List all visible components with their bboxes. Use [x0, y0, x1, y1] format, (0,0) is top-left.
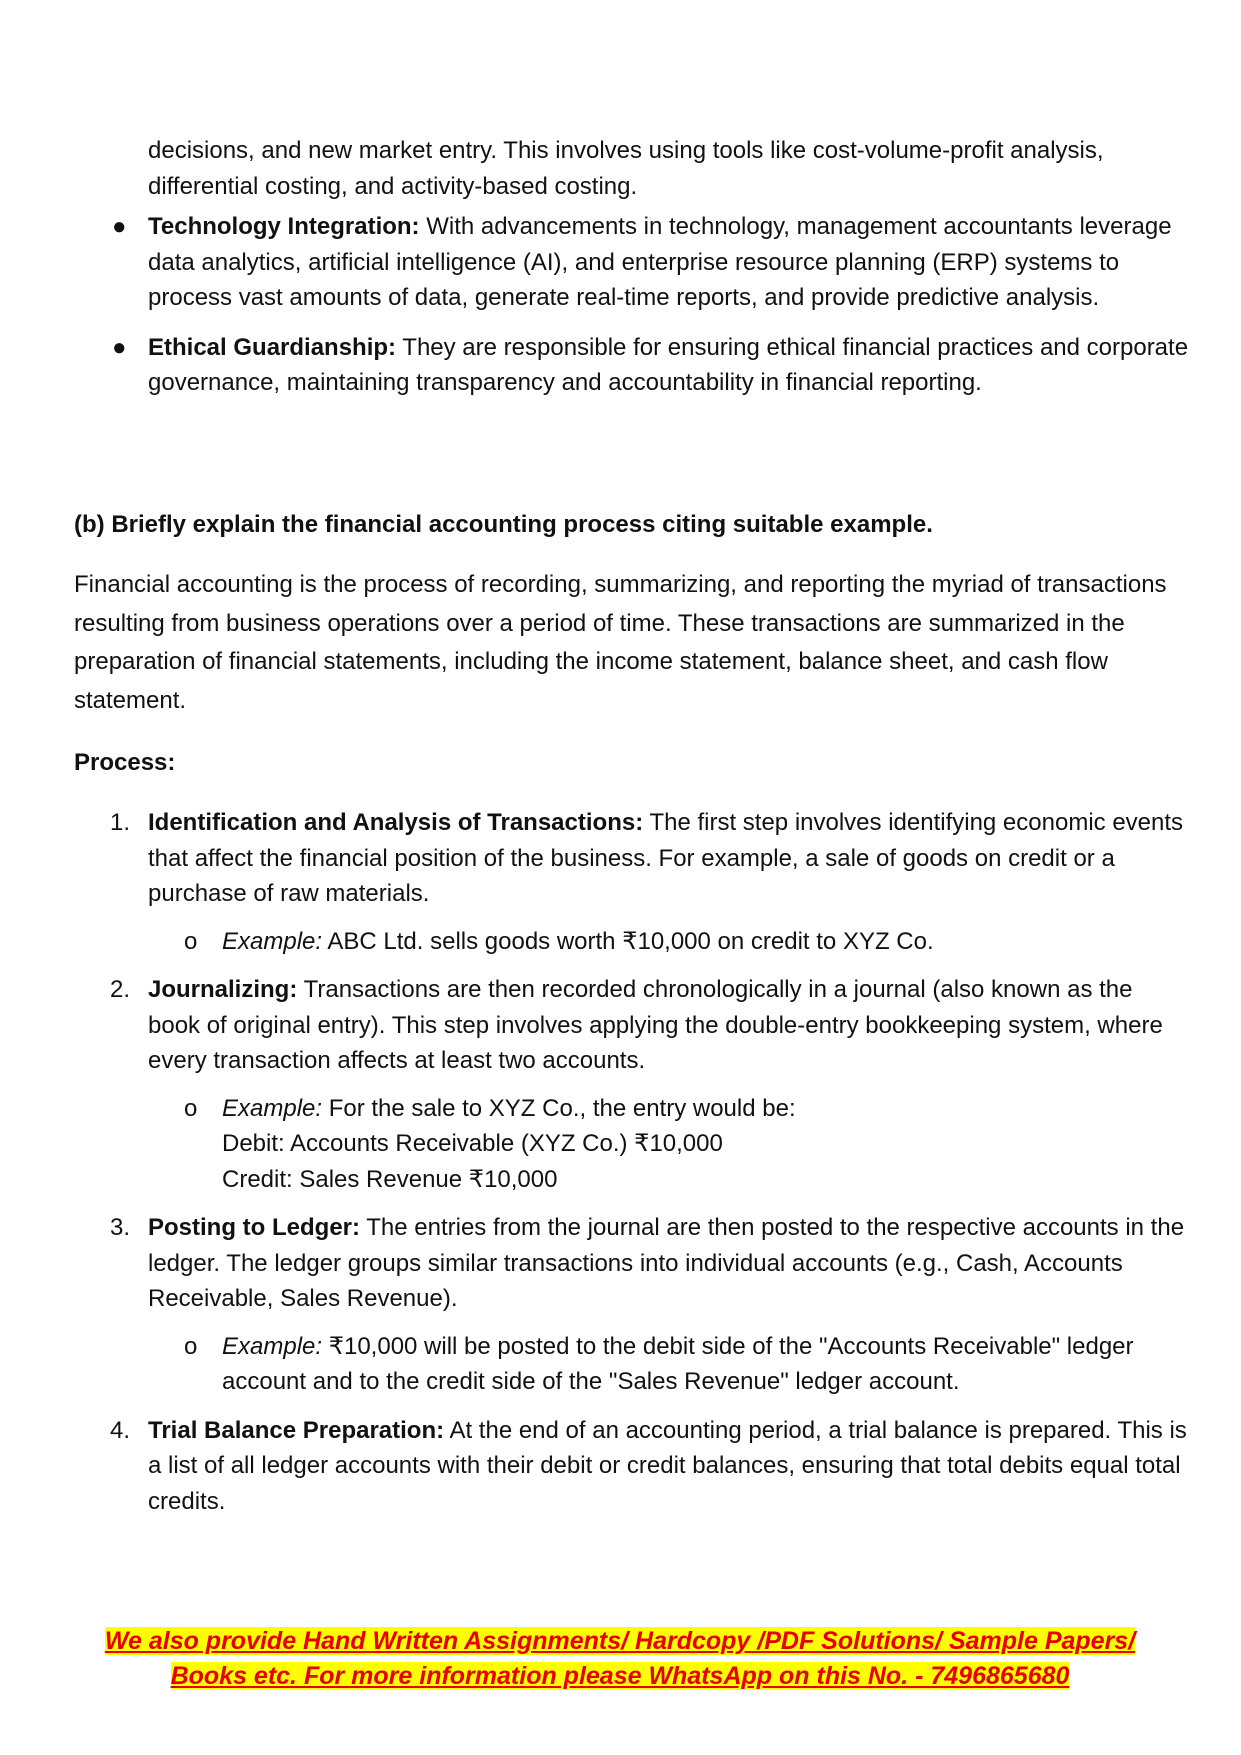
promo-footer — [60, 1624, 1180, 1694]
example-line: Debit: Accounts Receivable (XYZ Co.) ₹10,000 — [222, 1130, 723, 1157]
example-line: ₹10,000 will be posted to the debit side of the "Accounts Receivable" ledger account and to the credit side of the "Sales Revenue" ledger account. — [222, 1332, 1134, 1395]
circle-bullet-icon: o — [184, 1094, 198, 1122]
promo-line-2: Books etc. For more information please WhatsApp on this No. - 7496865680 — [170, 1662, 1070, 1690]
example-label: Example: — [222, 927, 323, 955]
step-example — [110, 1091, 1190, 1198]
step-text: The entries from the journal are then posted to the respective accounts in the ledger. The ledger groups similar transactions into individual accounts (e.g., Cash, Accounts Receivable, Sales Revenue). — [148, 1214, 1185, 1312]
step-example — [110, 1329, 1190, 1400]
step-text: The first step involves identifying economic events that affect the financial position of the business. For example, a sale of goods on credit or a purchase of raw materials. — [148, 809, 1184, 907]
bullet-title: Ethical Guardianship: — [148, 333, 397, 361]
bullet-dot-icon: ● — [112, 213, 127, 240]
step-item — [110, 1210, 1190, 1400]
circle-bullet-icon: o — [184, 927, 198, 955]
step-title: Identification and Analysis of Transactions: — [148, 809, 644, 836]
process-steps-list — [110, 805, 1190, 1519]
example-line: ABC Ltd. sells goods worth ₹10,000 on credit to XYZ Co. — [322, 927, 934, 955]
bullet-ethical-guardianship — [110, 330, 1190, 401]
bullet-text: With advancements in technology, management accountants leverage data analytics, artificial intelligence (AI), and enterprise resource planning (ERP) systems to process vast amounts of data, generate real-time reports, and provide predictive analysis. — [148, 213, 1172, 311]
step-item — [110, 805, 1190, 959]
step-title: Journalizing: — [148, 976, 298, 1003]
step-text: At the end of an accounting period, a trial balance is prepared. This is a list of all ledger accounts with their debit or credit balances, ensuring that total debits equal total credits. — [148, 1416, 1187, 1515]
step-text: Transactions are then recorded chronologically in a journal (also known as the book of original entry). This step involves applying the double-entry bookkeeping system, where every transaction affects at least two accounts. — [148, 976, 1163, 1074]
process-heading: Process: — [74, 749, 176, 776]
example-line: For the sale to XYZ Co., the entry would be: — [322, 1094, 796, 1122]
step-number: 4. — [110, 1416, 131, 1444]
intro-continuation: decisions, and new market entry. This involves using tools like cost-volume-profit analysis, differential costing, and activity-based costing. — [148, 137, 1104, 200]
bullet-dot-icon: ● — [112, 333, 127, 361]
step-item — [110, 1413, 1190, 1520]
definition-paragraph: Financial accounting is the process of recording, summarizing, and reporting the myriad of transactions resulting from business operations over a period of time. These transactions are summarized in the preparation of financial statements, including the income statement, balance sheet, and cash flow statement. — [74, 571, 1167, 714]
role-bullet-list — [110, 209, 1190, 401]
step-example — [110, 924, 1190, 960]
example-label: Example: — [222, 1094, 323, 1122]
step-title: Trial Balance Preparation: — [148, 1416, 445, 1444]
question-b-heading: (b) Briefly explain the financial accounting process citing suitable example. — [74, 511, 933, 538]
bullet-title: Technology Integration: — [148, 213, 420, 240]
step-number: 1. — [110, 809, 131, 836]
example-label: Example: — [222, 1332, 323, 1360]
step-number: 2. — [110, 976, 131, 1003]
example-line: Credit: Sales Revenue ₹10,000 — [222, 1165, 558, 1193]
step-number: 3. — [110, 1214, 131, 1241]
step-item — [110, 972, 1190, 1197]
bullet-text: They are responsible for ensuring ethical financial practices and corporate governance, maintaining transparency and accountability in financial reporting. — [148, 333, 1189, 396]
step-title: Posting to Ledger: — [148, 1214, 360, 1241]
circle-bullet-icon: o — [184, 1332, 198, 1360]
bullet-technology-integration — [110, 209, 1190, 316]
promo-line-1: We also provide Hand Written Assignments/ Hardcopy /PDF Solutions/ Sample Papers/ — [104, 1627, 1136, 1655]
